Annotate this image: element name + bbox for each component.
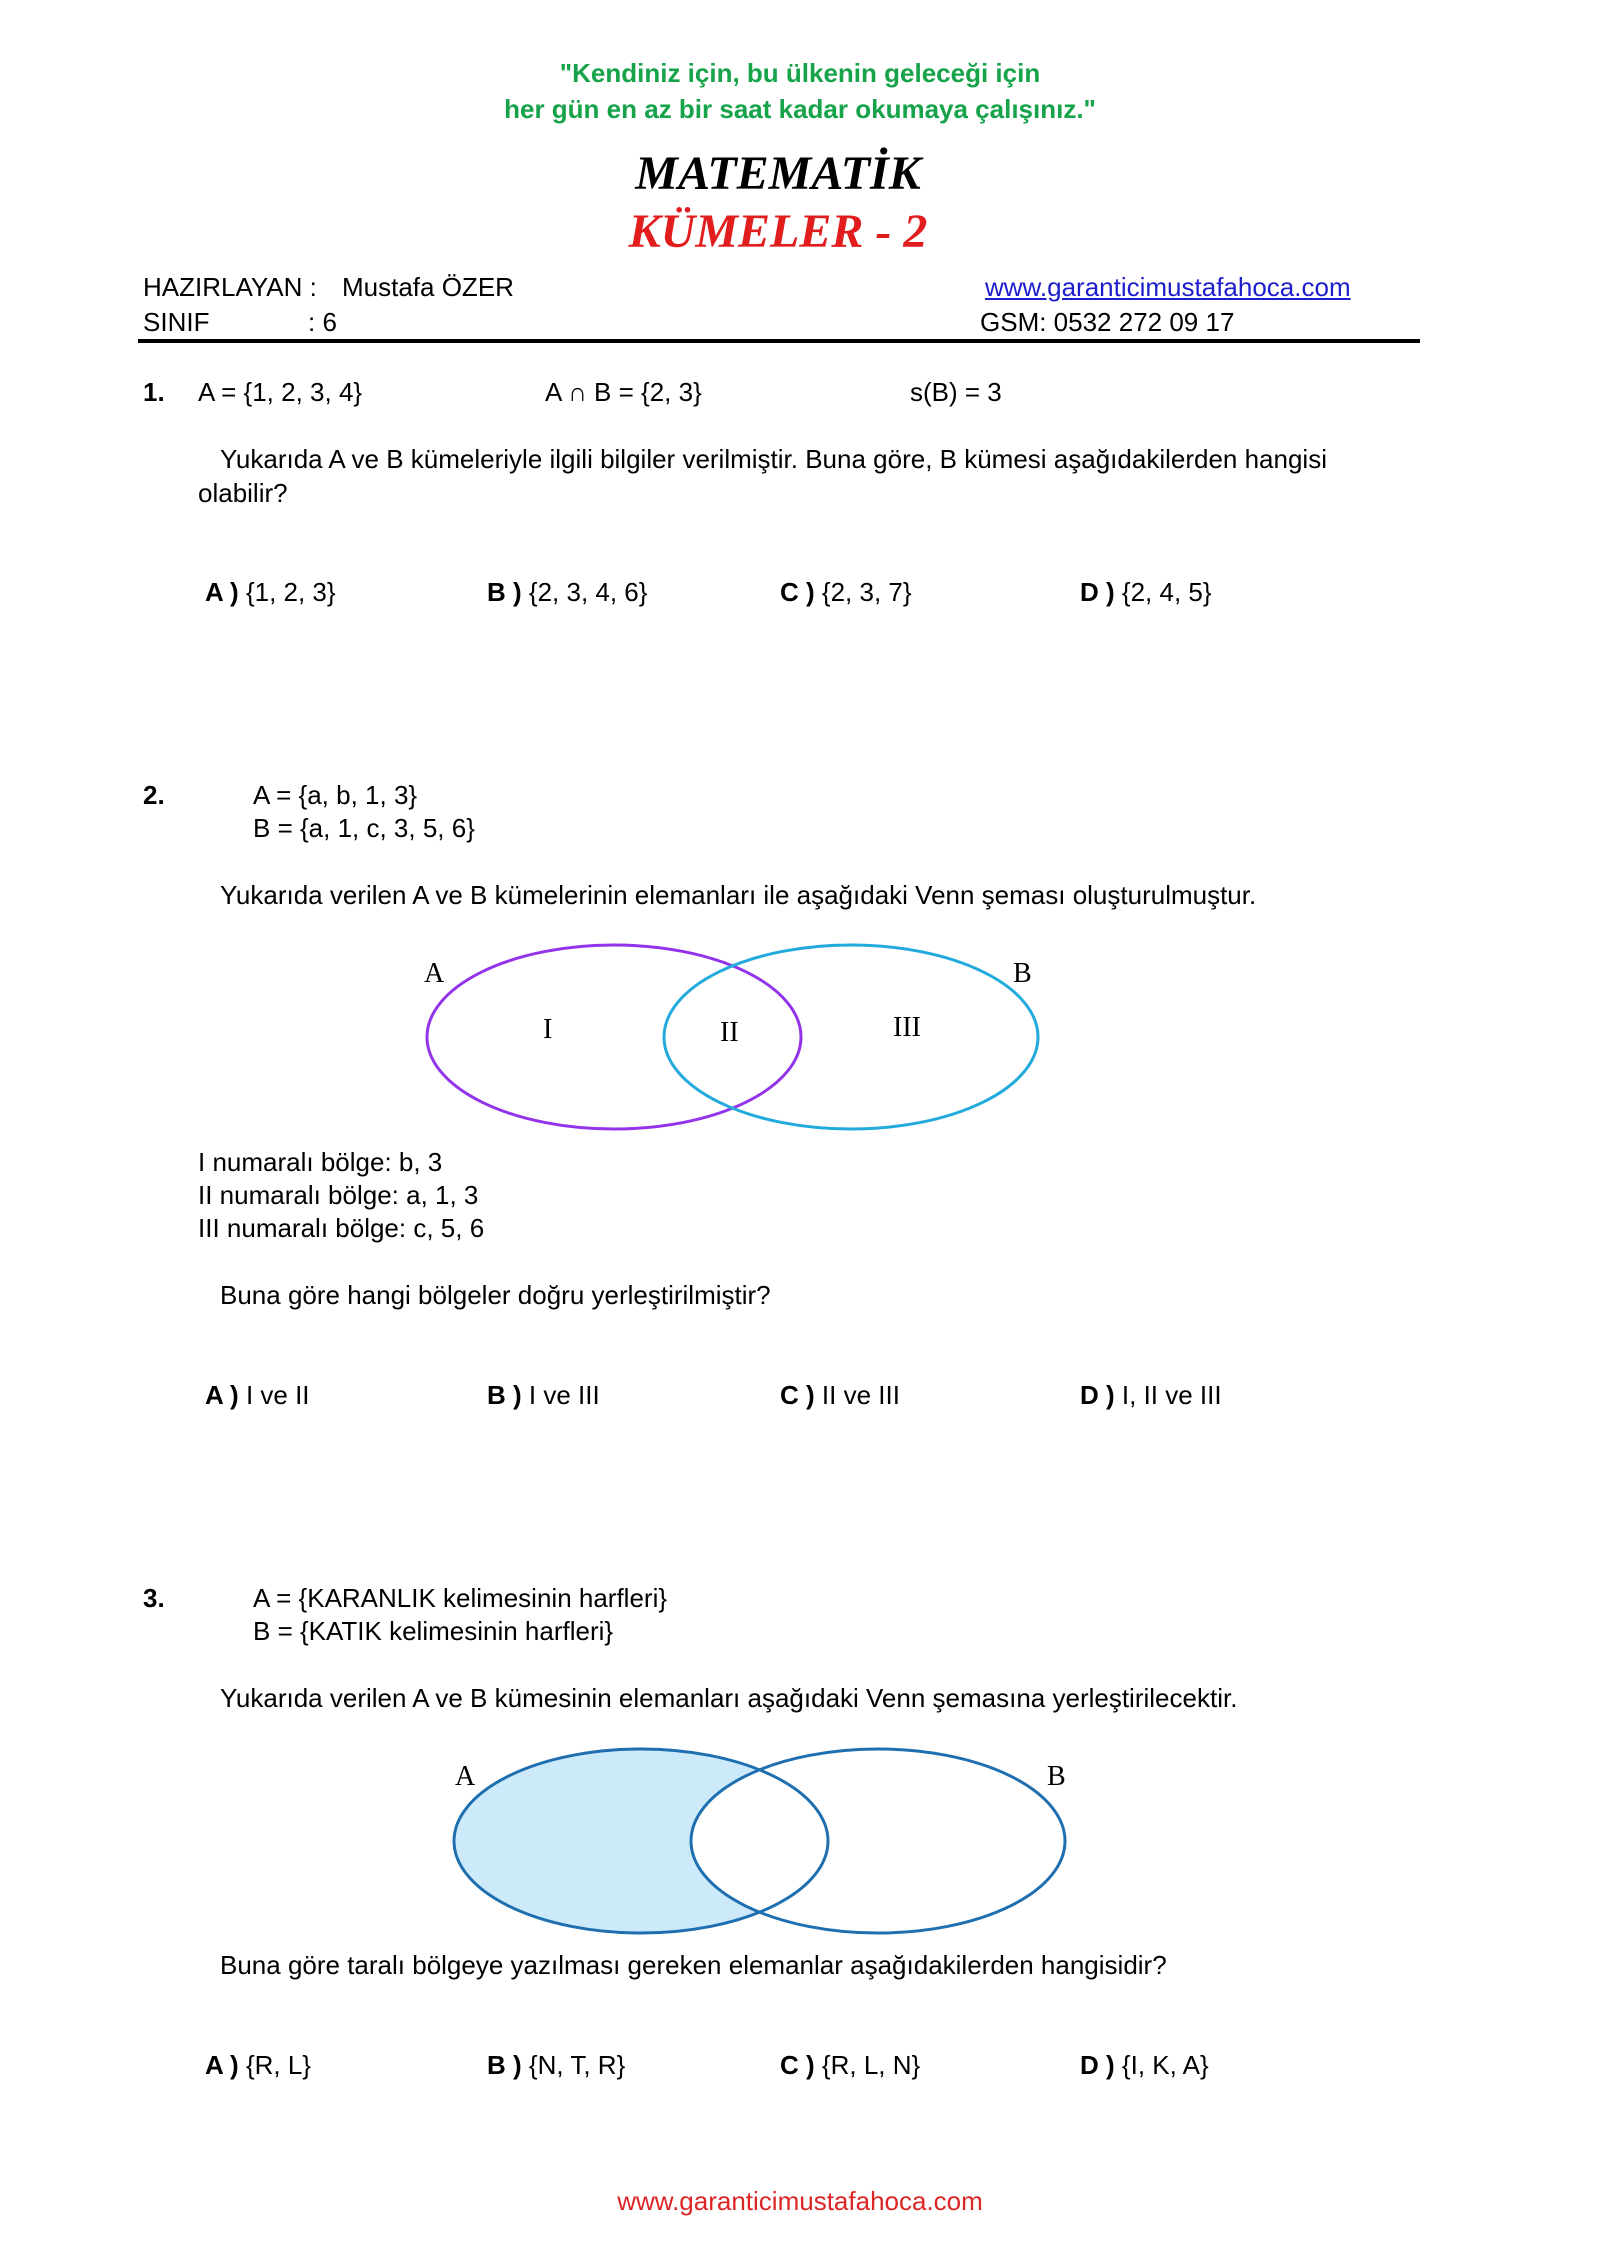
q2-option-c[interactable] (780, 1380, 900, 1411)
q1-given-a: A = {1, 2, 3, 4} (198, 377, 363, 407)
option-letter: C ) (780, 2050, 815, 2080)
q2-option-b[interactable] (487, 1380, 600, 1411)
option-text: {N, T, R} (528, 2050, 626, 2080)
q2-venn-region-3: III (893, 1012, 921, 1043)
option-text: I, II ve III (1121, 1380, 1222, 1410)
q1-stem-line-2: olabilir? (198, 478, 288, 508)
option-letter: C ) (780, 1380, 815, 1410)
website-link[interactable]: www.garanticimustafahoca.com (985, 272, 1351, 302)
question-3-number: 3. (143, 1583, 165, 1613)
q2-stem: Yukarıda verilen A ve B kümelerinin elemanları ile aşağıdaki Venn şeması oluşturulmuştur. (220, 880, 1257, 910)
q3-question: Buna göre taralı bölgeye yazılması gereken elemanlar aşağıdakilerden hangisidir? (220, 1950, 1167, 1980)
q2-venn-set-a-circle (427, 945, 801, 1129)
option-text: II ve III (821, 1380, 900, 1410)
q3-venn-label-a: A (455, 1761, 476, 1792)
option-text: {R, L, N} (821, 2050, 921, 2080)
q3-option-b[interactable] (487, 2050, 625, 2081)
option-text: I ve III (528, 1380, 600, 1410)
footer-website[interactable]: www.garanticimustafahoca.com (617, 2186, 983, 2216)
q1-stem-line-1: Yukarıda A ve B kümeleriyle ilgili bilgiler verilmiştir. Buna göre, B kümesi aşağıdakilerden hangisi (220, 444, 1327, 474)
q2-question: Buna göre hangi bölgeler doğru yerleştirilmiştir? (220, 1280, 771, 1310)
option-letter: A ) (205, 1380, 239, 1410)
q2-region-3: III numaralı bölge: c, 5, 6 (198, 1213, 485, 1243)
q2-option-d[interactable] (1080, 1380, 1222, 1411)
q2-given-b: B = {a, 1, c, 3, 5, 6} (253, 813, 475, 843)
q2-given-a: A = {a, b, 1, 3} (253, 780, 418, 810)
subject-title: MATEMATİK (635, 147, 921, 200)
option-letter: A ) (205, 2050, 239, 2080)
phone-number: GSM: 0532 272 09 17 (980, 307, 1235, 337)
q2-venn-region-2: II (720, 1017, 739, 1048)
question-1-number: 1. (143, 377, 165, 407)
q3-given-a: A = {KARANLIK kelimesinin harfleri} (253, 1583, 668, 1613)
option-text: {I, K, A} (1121, 2050, 1209, 2080)
motto-line-2: her gün en az bir saat kadar okumaya çalışınız." (504, 94, 1096, 124)
option-text: {R, L} (245, 2050, 311, 2080)
option-text: {2, 4, 5} (1121, 577, 1212, 607)
option-letter: D ) (1080, 1380, 1115, 1410)
option-text: I ve II (245, 1380, 310, 1410)
q2-region-1: I numaralı bölge: b, 3 (198, 1147, 443, 1177)
q3-given-b: B = {KATIK kelimesinin harfleri} (253, 1616, 614, 1646)
q3-option-d[interactable] (1080, 2050, 1209, 2081)
author-label: HAZIRLAYAN : (143, 272, 317, 302)
option-letter: B ) (487, 1380, 522, 1410)
q1-given-cardinality: s(B) = 3 (910, 377, 1002, 407)
option-letter: B ) (487, 577, 522, 607)
q2-region-2: II numaralı bölge: a, 1, 3 (198, 1180, 479, 1210)
option-letter: A ) (205, 577, 239, 607)
q3-stem: Yukarıda verilen A ve B kümesinin elemanları aşağıdaki Venn şemasına yerleştirilecektir. (220, 1683, 1238, 1713)
q3-option-a[interactable] (205, 2050, 311, 2081)
q2-venn-region-1: I (543, 1014, 553, 1045)
option-letter: D ) (1080, 577, 1115, 607)
q2-venn-label-b: B (1013, 958, 1032, 989)
option-text: {2, 3, 4, 6} (528, 577, 648, 607)
motto-line-1: "Kendiniz için, bu ülkenin geleceği için (559, 58, 1041, 88)
option-letter: B ) (487, 2050, 522, 2080)
option-text: {1, 2, 3} (245, 577, 336, 607)
q2-option-a[interactable] (205, 1380, 310, 1411)
option-letter: C ) (780, 577, 815, 607)
question-2-number: 2. (143, 780, 165, 810)
q1-given-intersection: A ∩ B = {2, 3} (545, 377, 702, 407)
topic-title: KÜMELER - 2 (628, 205, 928, 258)
q3-option-c[interactable] (780, 2050, 920, 2081)
option-letter: D ) (1080, 2050, 1115, 2080)
author-name: Mustafa ÖZER (342, 272, 514, 302)
class-value: : 6 (308, 307, 337, 337)
option-text: {2, 3, 7} (821, 577, 912, 607)
q2-venn-label-a: A (424, 958, 445, 989)
class-label: SINIF (143, 307, 210, 337)
q3-venn-label-b: B (1047, 1761, 1066, 1792)
